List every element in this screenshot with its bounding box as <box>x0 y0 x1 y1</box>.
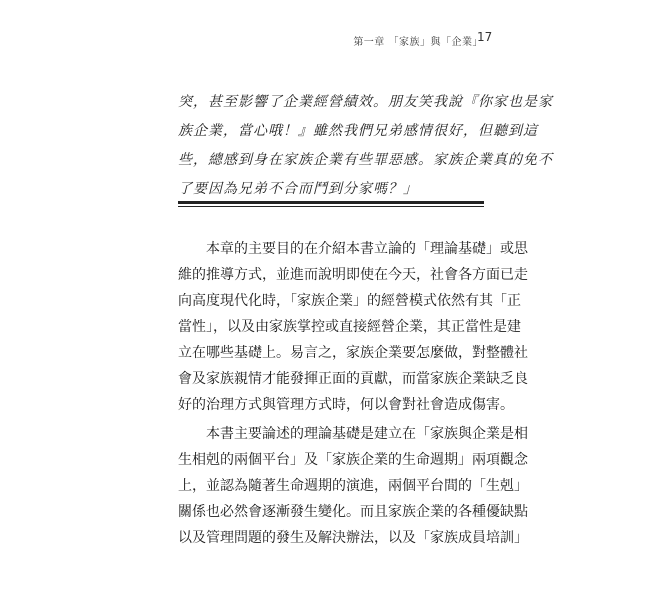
quote-line: 突，甚至影響了企業經營績效。朋友笑我說『你家也是家 <box>178 94 553 110</box>
page-number: 17 <box>477 30 493 44</box>
text-line: 向高度現代化時，「家族企業」的經營模式依然有其「正 <box>178 293 521 309</box>
paragraph-1 <box>178 236 528 418</box>
text-line: 好的治理方式與管理方式時，何以會對社會造成傷害。 <box>178 397 514 413</box>
paragraph-2 <box>178 421 528 551</box>
text-line: 立在哪些基礎上。易言之，家族企業要怎麼做，對整體社 <box>178 345 528 361</box>
text-line: 生相剋的兩個平台」及「家族企業的生命週期」兩項觀念 <box>178 452 528 468</box>
text-line: 關係也必然會逐漸發生變化。而且家族企業的各種優缺點 <box>178 504 528 520</box>
section-divider <box>178 201 484 207</box>
text-line: 本章的主要目的在介紹本書立論的「理論基礎」或思 <box>178 241 528 257</box>
quote-line: 些，總感到身在家族企業有些罪惡感。家族企業真的免不 <box>178 152 553 168</box>
quoted-passage <box>178 88 553 204</box>
text-line: 維的推導方式，並進而說明即使在今天，社會各方面已走 <box>178 267 528 283</box>
text-line: 以及管理問題的發生及解決辦法，以及「家族成員培訓」 <box>178 530 528 546</box>
running-head-chapter: 第一章 「家族」與「企業」 <box>353 37 483 48</box>
text-line: 本書主要論述的理論基礎是建立在「家族與企業是相 <box>178 426 528 442</box>
text-line: 當性」，以及由家族掌控或直接經營企業，其正當性是建 <box>178 319 521 335</box>
text-line: 會及家族親情才能發揮正面的貢獻，而當家族企業缺乏良 <box>178 371 528 387</box>
quote-line: 族企業，當心哦！』雖然我們兄弟感情很好，但聽到這 <box>178 123 538 139</box>
quote-line: 了要因為兄弟不合而鬥到分家嗎？」 <box>178 181 418 197</box>
body-text <box>178 236 528 551</box>
text-line: 上，並認為隨著生命週期的演進，兩個平台間的「生剋」 <box>178 478 528 494</box>
